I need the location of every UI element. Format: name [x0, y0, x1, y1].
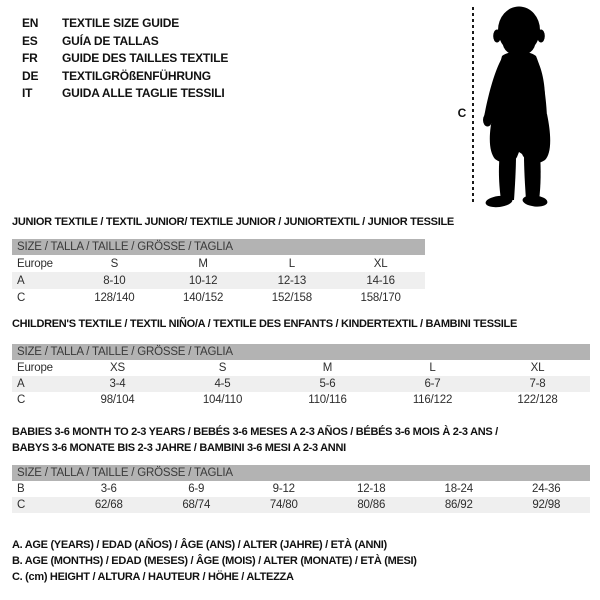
row-label: C — [17, 499, 26, 511]
language-row — [22, 68, 228, 86]
language-code: FR — [22, 51, 38, 66]
section-junior — [12, 216, 454, 306]
table-cell: 4-5 — [214, 378, 231, 390]
table-cell: 80/86 — [357, 499, 386, 511]
table-cell: 12-13 — [277, 274, 307, 287]
table-cell: 3-4 — [109, 378, 126, 390]
size-bar: SIZE / TALLA / TAILLE / GRÖSSE / TAGLIA — [12, 344, 590, 360]
table-row — [12, 272, 425, 289]
table-cell: 92/98 — [532, 499, 561, 511]
language-row — [22, 85, 228, 103]
row-label: C — [17, 291, 26, 304]
footnote-b: B. AGE (MONTHS) / EDAD (MESES) / ÂGE (MOIS) / ALTER (MONATE) / ETÀ (MESI) — [12, 555, 417, 567]
size-bar: SIZE / TALLA / TAILLE / GRÖSSE / TAGLIA — [12, 239, 425, 255]
row-label: B — [17, 483, 25, 495]
size-table — [12, 465, 590, 513]
language-title: GUIDA ALLE TAGLIE TESSILI — [62, 86, 225, 101]
language-row — [22, 50, 228, 68]
table-cell: 7-8 — [529, 378, 546, 390]
language-code: ES — [22, 33, 38, 48]
footnote-a: A. AGE (YEARS) / EDAD (AÑOS) / ÂGE (ANS) / ALTER (JAHRE) / ETÀ (ANNI) — [12, 539, 387, 551]
table-cell: S — [110, 257, 119, 270]
footnotes — [12, 537, 417, 585]
table-row — [12, 289, 425, 306]
section-babies — [12, 424, 590, 513]
row-label: A — [17, 274, 25, 287]
table-row — [12, 360, 590, 376]
size-bar: SIZE / TALLA / TAILLE / GRÖSSE / TAGLIA — [12, 465, 590, 481]
section-heading: CHILDREN'S TEXTILE / TEXTIL NIÑO/A / TEXTILE DES ENFANTS / KINDERTEXTIL / BAMBINI TESSILE — [12, 318, 517, 330]
table-cell: 62/68 — [94, 499, 123, 511]
section-heading: JUNIOR TEXTILE / TEXTIL JUNIOR/ TEXTILE JUNIOR / JUNIORTEXTIL / JUNIOR TESSILE — [12, 216, 454, 228]
table-cell: 110/116 — [308, 394, 347, 406]
height-measure-label: C — [457, 106, 467, 120]
language-code: IT — [22, 86, 33, 101]
row-label: C — [17, 394, 26, 406]
table-cell: 158/170 — [360, 291, 401, 304]
size-table — [12, 239, 425, 306]
table-cell: M — [322, 362, 333, 374]
table-cell: 6-7 — [424, 378, 441, 390]
table-cell: 9-12 — [272, 483, 295, 495]
table-cell: L — [429, 362, 436, 374]
table-row — [12, 481, 590, 497]
language-title: TEXTILE SIZE GUIDE — [62, 16, 180, 30]
table-cell: 74/80 — [269, 499, 298, 511]
table-row — [12, 376, 590, 392]
toddler-silhouette-image — [479, 4, 571, 208]
language-list — [22, 15, 228, 103]
table-cell: 104/110 — [202, 394, 243, 406]
row-label: A — [17, 378, 25, 390]
table-cell: 18-24 — [444, 483, 473, 495]
table-cell: 12-18 — [357, 483, 386, 495]
height-dashed-line — [472, 7, 474, 205]
table-rows — [12, 255, 425, 306]
table-row — [12, 255, 425, 272]
table-cell: 86/92 — [444, 499, 473, 511]
size-table — [12, 344, 590, 408]
table-cell: 152/158 — [271, 291, 312, 304]
table-cell: 116/122 — [412, 394, 453, 406]
table-cell: S — [218, 362, 227, 374]
table-cell: 128/140 — [94, 291, 135, 304]
section-children — [12, 318, 590, 408]
table-cell: 98/104 — [100, 394, 135, 406]
table-row — [12, 392, 590, 408]
footnote-c: C. (cm) HEIGHT / ALTURA / HAUTEUR / HÖHE / ALTEZZA — [12, 571, 294, 583]
section-heading-line2: BABYS 3-6 MONATE BIS 2-3 JAHRE / BAMBINI 3-6 MESI A 2-3 ANNI — [12, 442, 346, 454]
table-rows — [12, 481, 590, 513]
table-cell: 6-9 — [188, 483, 205, 495]
section-heading: BABIES 3-6 MONTH TO 2-3 YEARS / BEBÉS 3-6 MESES A 2-3 AÑOS / BÉBÉS 3-6 MOIS À 2-3 ANS / — [12, 426, 498, 438]
table-cell: 10-12 — [188, 274, 218, 287]
table-cell: XL — [530, 362, 545, 374]
table-cell: L — [288, 257, 295, 270]
table-cell: 8-10 — [103, 274, 126, 287]
table-row — [12, 497, 590, 513]
table-cell: M — [198, 257, 208, 270]
table-cell: XS — [110, 362, 125, 374]
language-code: DE — [22, 68, 39, 83]
table-cell: 24-36 — [532, 483, 561, 495]
language-code: EN — [22, 16, 39, 30]
row-label: Europe — [17, 362, 53, 374]
table-cell: XL — [373, 257, 388, 270]
table-cell: 5-6 — [319, 378, 336, 390]
table-cell: 14-16 — [366, 274, 395, 287]
table-cell: 3-6 — [100, 483, 117, 495]
table-rows — [12, 360, 590, 408]
language-title: GUÍA DE TALLAS — [62, 33, 159, 48]
language-title: GUIDE DES TAILLES TEXTILE — [62, 51, 229, 66]
table-cell: 68/74 — [182, 499, 211, 511]
language-title: TEXTILGRÖßENFÜHRUNG — [62, 68, 211, 83]
language-row — [22, 33, 228, 51]
table-cell: 140/152 — [183, 291, 224, 304]
table-cell: 122/128 — [517, 394, 558, 406]
language-row — [22, 15, 228, 33]
row-label: Europe — [17, 257, 53, 270]
